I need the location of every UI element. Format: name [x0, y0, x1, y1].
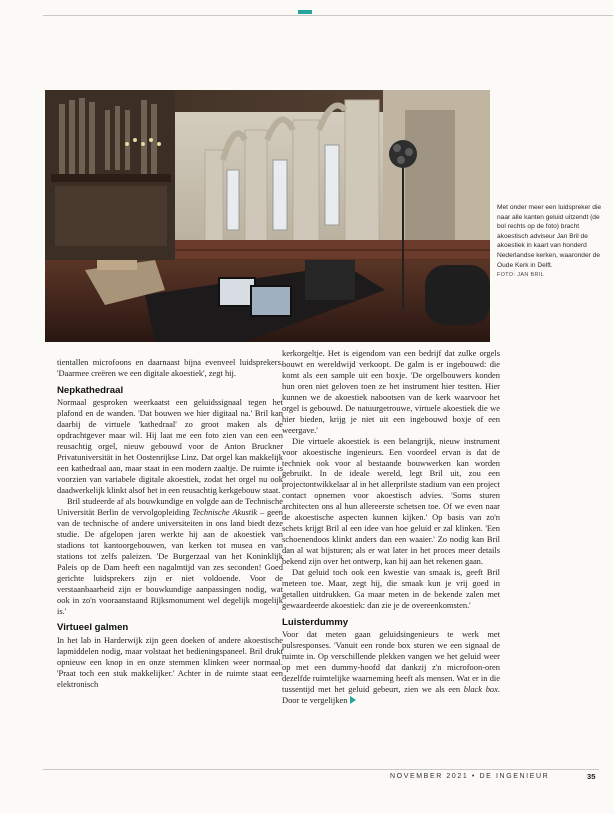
left-paragraph-3-italic: Technische Akustik [192, 506, 258, 517]
right-paragraph-4 [282, 629, 500, 706]
right-paragraph-4-start: Voor dat meten gaan geluidsingenieurs te werk met pulsresponses. 'Vanuit een ronde box sturen we een signaal de ruimte in. Op verschillende plekken vangen we het geluid weer op met een dummy-hoofd dat dankzij z'n microfoon-oren dezelfde ruimtelijke waarneming heeft als mensen. Wat er in die tussentijd met het geluid gebeurt, zien we als een [282, 629, 500, 695]
top-rule [43, 15, 613, 16]
heading-virtueel-galmen: Virtueel galmen [57, 622, 129, 634]
left-paragraph-3-end: – geen van de technische of andere universiteiten in ons land biedt deze studie. De afgelopen jaren werkte hij aan de akoestiek van stadions tot kantoorgebouwen, van kerken tot musea en van stations tot zelfs paleizen. 'De Burgerzaal van het Koninklijk Paleis op de Dam heeft een nagalmtijd van zes seconden! Goed gerichte luidsprekers zijn er niet voldoende. Voor de verstaanbaarheid zijn er bouwkundige aanpassingen nodig, wat ook in zo'n vooraanstaand Rijksmonument wel degelijk mogelijk is.' [57, 506, 283, 616]
right-paragraph-3: Dat geluid toch ook een kwestie van smaak is, geeft Bril meteen toe. Maar, zegt hij, die smaak kun je vrij goed in getallen uitdrukken. Ga maar meten in de bekende zalen met gewaardeerde akoestiek: dan zie je de overeenkomsten.' [282, 567, 500, 610]
photo-caption [497, 203, 605, 281]
page-number: 35 [587, 772, 596, 781]
top-accent-marker [298, 10, 312, 14]
footer-issue: NOVEMBER 2021 • DE INGENIEUR [390, 773, 550, 780]
left-paragraph-3 [57, 496, 283, 616]
left-paragraph-2: Normaal gesproken weerkaatst een geluidssignaal tegen het plafond en de wanden. 'Dat bouwen we hier digitaal na.' Bril kan daarbij de virtuele 'kathedraal' zo groot maken als de opdrachtgever maar wil. Hij laat me een foto zien van een een reusachtig orgel, nieuw gebouwd voor de Anton Bruckner Privatuniversität in het Oostenrijkse Linz. Dat orgel kan makkelijk een kathedraal aan, maar staat in een modern zaaltje. De ruimte is voorzien van variabele digitale akoestiek, zodat het orgel nu ook daadwerkelijk klinkt alsof het in een reusachtig kerkgebouw staat. [57, 397, 283, 496]
right-paragraph-4-italic: black box [463, 684, 498, 695]
right-paragraph-1: kerkorgeltje. Het is eigendom van een bedrijf dat zulke orgels bouwt en wereldwijd verkoopt. De galm is er ingebouwd: die komt als een sample uit een boxje. 'De orgelbouwers konden hun oren niet geloven toen ze het instrument hier testten. Hier kunnen we de akoestiek nabootsen van de kerk waarvoor het orgel is gebouwd. De natuurgetrouwe, virtuele akoestiek die we hier bieden, krijg je niet uit een ingebouwd boxje of een weergave.' [282, 348, 500, 435]
left-paragraph-3-start: Bril studeerde af als bouwkundige en volgde aan de Technische Universität Berlin de vervolgopleiding [57, 495, 283, 517]
continue-arrow-icon [350, 696, 356, 704]
left-paragraph-1: tientallen microfoons en daarnaast bijna evenveel luidsprekers. 'Daarmee creëren we een digitale akoestiek', zegt hij. [57, 357, 283, 378]
photo-credit: FOTO: JAN BRIL [497, 272, 545, 279]
left-paragraph-4: In het lab in Harderwijk zijn geen doeken of andere akoestische lapmiddelen nodig, maar volstaat het bedieningspaneel. Bril drukt opnieuw een knop in en onze stemmen klinken weer normaal. 'Praat toch een stuk makkelijker.' Achter in de ruimte staat een elektronisch [57, 634, 283, 689]
right-paragraph-2: Die virtuele akoestiek is een belangrijk, nieuw instrument voor akoestische ingenieurs. Een voordeel ervan is dat de techniek ook voor al bestaande bouwwerken kan worden gebruikt. In de ideale wereld, legt Bril uit, zou een projectontwikkelaar al in het allerprilste stadium van een project contact opnemen voor akoestisch advies. 'Soms sturen architecten ons al hun allereerste schetsen toe. Of we even naar de akoestische aspecten kunnen kijken.' Op basis van zo'n schets krijgt Bril al een idee van hoe geluid er zal klinken. 'Een schoenendoos klinkt anders dan een waaier.' Zo nodig kan Bril dan al wat bijsturen; als er wat later in het proces meer details bekend zijn over het ontwerp, kan hij aan het rekenen gaan. [282, 435, 500, 567]
right-paragraph-4-end: . Door te vergelijken [282, 684, 500, 706]
heading-nepkathedraal: Nepkathedraal [57, 384, 124, 396]
right-column [282, 348, 500, 706]
left-column [57, 357, 283, 690]
bottom-rule [43, 769, 599, 770]
church-photo [45, 90, 490, 342]
caption-text: Met onder meer een luidspreker die naar alle kanten geluid uitzendt (de bol rechts op de foto) bracht akoestisch adviseur Jan Bril de akoestiek in kaart van honderd Nederlandse kerken, waaronder de Oude Kerk in Delft. [497, 204, 602, 269]
heading-luisterdummy: Luisterdummy [282, 616, 349, 628]
